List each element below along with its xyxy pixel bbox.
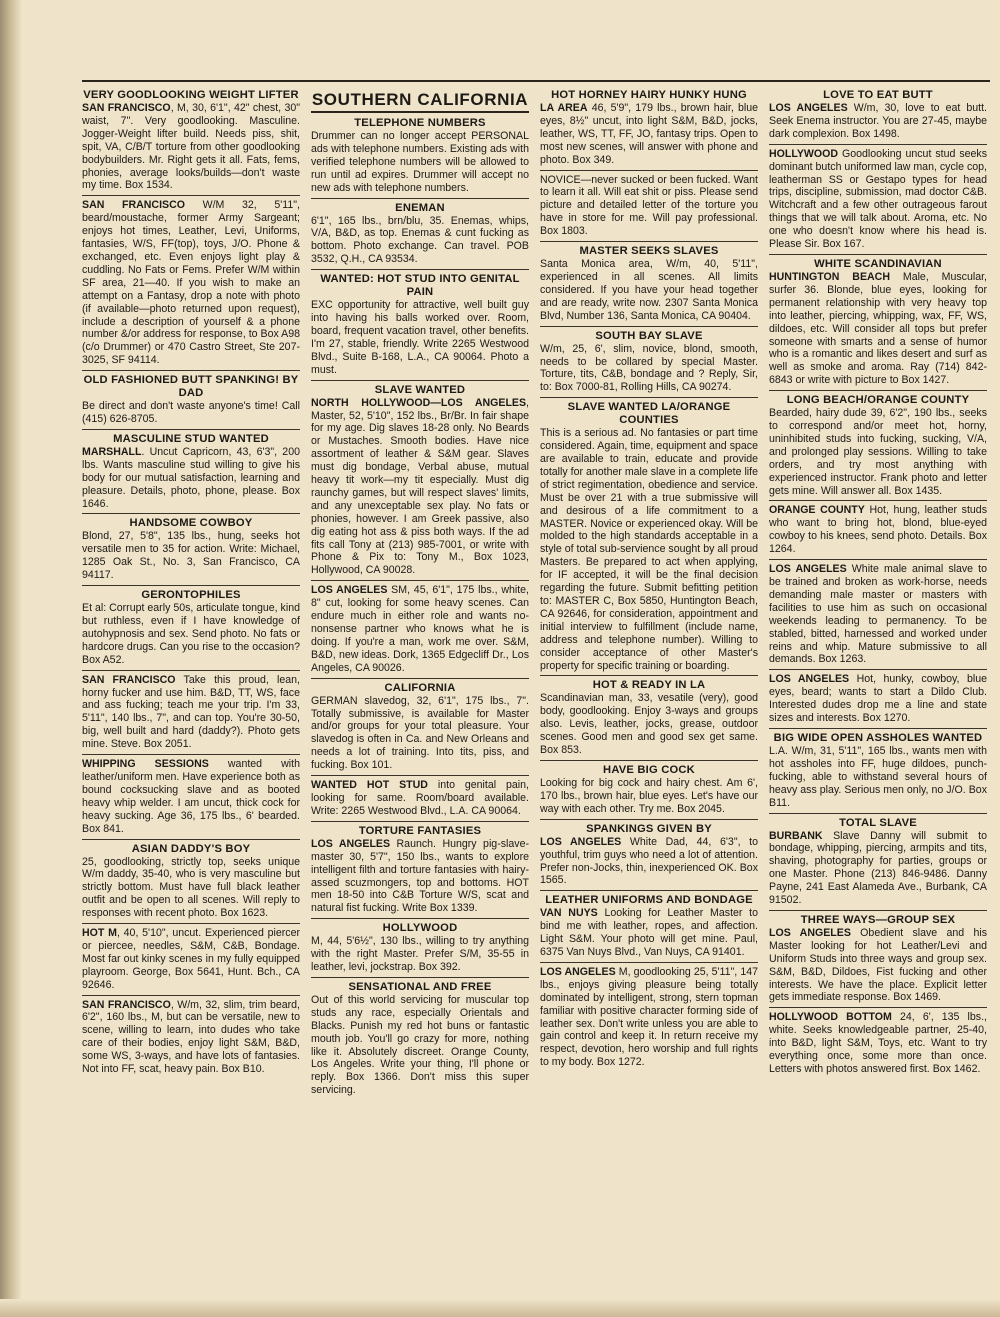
- ad-text: , M, 30, 6'1", 42" chest, 30" waist, 7". Very goodlooking. Masculine. Jogger-Weight lifter build. Needs piss, shit, spit, VA, C/B/T torture from other goodlooking bodybuilders. Mr. Right gets it all. Fats, fems, phonies, average looks/builds—don't waste my time. Box 1534.: [82, 102, 300, 192]
- ad-heading: WHITE SCANDINAVIAN: [814, 257, 942, 270]
- ad-text: GERMAN slavedog, 32, 6'1", 175 lbs., 7". Totally submissive, is available for Master and/or groups for your total pleasure. Your slavedog is often in Ca. and New Orleans and needs a lot of training. Into tits, piss, and fucking. Box 101.: [311, 694, 529, 772]
- ad-text: Take this proud, lean, horny fucker and use him. B&D, TT, WS, face and ass fucking; teach me your trip. I'm 33, 5'11", 140 lbs., 7", and can top. You're 30-50, big, well built and hard (daddy?). Photo gets mine. Steve. Box 2051.: [82, 673, 300, 751]
- ad-body: [769, 927, 987, 1004]
- classified-ad: [82, 842, 300, 925]
- ad-lead-location: ORANGE COUNTY: [769, 504, 865, 517]
- ad-body: [311, 838, 529, 915]
- ad-lead-location: NORTH HOLLYWOOD—LOS ANGELES: [311, 396, 527, 409]
- classified-ad: [82, 998, 300, 1079]
- ad-text: wanted with leather/uniform men. Have experience both as bound cocksucking slave and as booted heavy whip welder. I am uncut, thick cock for heavy sucking. Age 36, 175 lbs., 6' bearded. Box 841.: [82, 758, 300, 835]
- ad-body: [769, 407, 987, 497]
- classified-ad: [311, 681, 529, 776]
- classified-ad: [82, 516, 300, 586]
- ad-text: Slave Danny will submit to bondage, whipping, piercing, armpits and tits, shaving, photography for parties, groups or one Master. Phone (213) 846-9486. Danny Payne, 241 East Alameda Ave., Burbank, CA 91502.: [769, 829, 987, 907]
- ad-lead-location: WHIPPING SESSIONS: [82, 758, 209, 771]
- classified-ad: [311, 921, 529, 978]
- ad-text: Goodlooking uncut stud seeks dominant butch uniformed law man, cycle cop, leatherman SS or Gestapo types for head trips, discipline, submission, mad doctor C&B. Witchcraft and a few other outrageous farout things that we will talk about. Aroma, etc. No one who doesn't know where his head is. Please Sir. Box 167.: [769, 147, 987, 251]
- section-rule: [311, 111, 529, 113]
- ad-text: Obedient slave and his Master looking for hot Leather/Levi and Uniform Studs into three ways and group sex. S&M, B&D, Dildoes, Fist fucking and other interests. We have the place. Explicit letter gets immediate response. Box 1469.: [769, 926, 987, 1004]
- ad-heading: TELEPHONE NUMBERS: [354, 117, 486, 129]
- ad-lead-location: MARSHALL: [82, 445, 142, 458]
- classified-ad: [769, 1010, 987, 1079]
- ad-body: [540, 836, 758, 888]
- classified-ad: [769, 731, 987, 814]
- ad-text: W/M 32, 5'11", beard/moustache, former Army Sargeant; enjoys hot times, Leather, Levi, Uniforms, fantasies, W/S, FF(top), toys, J/O. Phone & exchanged, etc. Even enjoys light play & cuddling. No Fats or Fems. Prefer W/M within SF area, 21—40. If you wish to make an attempt on a Fantasy, drop a note with photo (if available—photo returned upon request), include a description of yourself & a phone number &/or address for response, to Box A98 (c/o Drummer) or 470 Castro Street, Ste 207-3025, SF 94114.: [82, 199, 300, 367]
- ad-body: [311, 584, 529, 674]
- ad-body: [82, 856, 300, 921]
- ad-body: [769, 271, 987, 387]
- ad-body: [540, 343, 758, 395]
- ad-text: NOVICE—never sucked or been fucked. Want to learn it all. Will eat shit or piss. Please send picture and detailed letter of the torture you have in store for me. Will pay professional. Box 1803.: [540, 173, 758, 238]
- ad-text: Hot, hung, leather studs who want to bring hot, blond, blue-eyed cowboy to his knees, send photo. Details. Box 1264.: [769, 504, 987, 556]
- classified-ad: [82, 198, 300, 371]
- column-2: [311, 88, 529, 1284]
- ad-text: Out of this world servicing for muscular top studs any race, especially Orientals and Blacks. Punish my red hot buns or fantastic mouth job. You'll go crazy for more, nothing like it. Absolutely discreet. Orange County, Los Angeles. Write your thing, I'll phone or reply. Box 1366. Don't miss this super servicing.: [311, 993, 529, 1097]
- ad-heading: HOLLYWOOD: [382, 922, 458, 935]
- ad-lead-location: VAN NUYS: [540, 907, 598, 920]
- ad-text: Santa Monica area, W/m, 40, 5'11", experienced in all scenes. All limits considered. If you have your head together and are ready, write now. 2307 Santa Monica Blvd, Number 136, Santa Monica, CA 90404.: [540, 258, 758, 322]
- ad-heading: SLAVE WANTED LA/ORANGE COUNTIES: [567, 401, 731, 427]
- ad-lead-location: SAN FRANCISCO: [82, 199, 185, 212]
- ad-text: EXC opportunity for attractive, well built guy into having his balls worked over. Room, board, frequent vacation travel, other benefits. I'm 27, stable, friendly. Write 2265 Westwood Blvd., Suite B-168, L.A., CA 90064. Photo a must.: [311, 299, 529, 376]
- ad-text: W/m, 25, 6', slim, novice, blond, smooth, needs to be collared by special Master. Torture, tits, C&B, bondage and ? Reply, Sir, to: Box 7000-81, Rolling Hills, CA 90274.: [540, 342, 758, 394]
- ad-heading: SPANKINGS GIVEN BY: [586, 822, 712, 835]
- classified-ad: [769, 562, 987, 670]
- ad-text: This is a serious ad. No fantasies or part time considered. Again, time, equipment and space are available to train, educate and provide totally for another male slave in a complete life of strict regimentation, obedience and service. Must be over 21 with a true submissive will and desirous of a life commitment to a MASTER. Novice or experienced okay. Will be molded to the high standards acceptable in a style of total sub-servience sought by all proud Masters. Be prepared to act when applying, for IF accepted, it will be the final decision regarding the future. Submit befitting petition to: MASTER C, Box 5850, Huntington Beach, CA 92646, for consideration, appointment and initial interview to fulfillment (include name, address and telephone number). Willing to consider acceptance of other Master's property for specific training or boarding.: [540, 427, 758, 672]
- ad-heading: WANTED: HOT STUD INTO GENITAL PAIN: [320, 273, 520, 299]
- ad-text: Looking for big cock and hairy chest. Am 6', 170 lbs., brown hair, blue eyes. Let's have our way with each other. Try me. Box 2045.: [540, 776, 758, 815]
- page-bottom-edge: [0, 1299, 1000, 1317]
- ad-text: , W/m, 32, slim, trim beard, 6'2", 160 lbs., M, but can be versatile, new to scene, willing to learn, into dudes who take care of their bodies, enjoy light S&M, B&D, some WS, 3-ways, and have lots of fantasies. Not into FF, scat, heavy pain. Box B10.: [82, 998, 300, 1076]
- ad-text: Male, Muscular, surfer 36. Blonde, blue eyes, looking for permanent relationship with very heavy top into leather, piercing, whipping, wax, FF, WS, dildoes, etc. Will consider all tops but prefer someone with smarts and a sense of humor who is a romantic and likes desert and surf as well as smoke and aroma. Ray (714) 842-6843 or write with picture to Box 1427.: [769, 270, 987, 387]
- ad-heading: VERY GOODLOOKING WEIGHT LIFTER: [83, 89, 299, 101]
- page-binding-shadow: [0, 0, 22, 1317]
- ad-text: SM, 45, 6'1", 175 lbs., white, 8" cut, looking for some heavy scenes. Can endure much in either role and wants no-nonsense partner who knows what he is doing. If you're a man, work me over. S&M, B&D, new ideas. Dork, 1365 Edgecliff Dr., Los Angeles, CA 90026.: [311, 584, 529, 674]
- column-3: [540, 88, 758, 1284]
- ad-text: , 40, 5'10", uncut. Experienced piercer or piercee, needles, S&M, C&B, Bondage. Most far out kinky scenes in my fully equipped playroom. George, Box 5641, Hunt. Bch., CA 92646.: [82, 927, 300, 991]
- section-title: SOUTHERN CALIFORNIA: [311, 90, 529, 109]
- ad-body: [540, 427, 758, 672]
- classified-ad: [311, 272, 529, 380]
- ad-text: 25, goodlooking, strictly top, seeks unique W/m daddy, 35-40, who is very masculine but strictly bottom. Must have full black leather outfit and be open to all scenes. Will reply to responses with recent photo. Box 1623.: [82, 855, 300, 920]
- column-4: [769, 88, 987, 1284]
- ad-body: [769, 102, 987, 141]
- classified-ad: [82, 373, 300, 430]
- ad-text: Scandinavian man, 33, vesatile (very), good body, goodlooking. Enjoy 3-ways and groups also. Levis, leather, jocks, grease, outdoor scenes. Good men and good sex get same. Box 853.: [540, 692, 758, 757]
- ad-heading: SENSATIONAL AND FREE: [348, 980, 492, 993]
- ad-lead-location: LOS ANGELES: [540, 835, 622, 848]
- ad-body: [540, 777, 758, 816]
- ad-body: [311, 215, 529, 267]
- ad-lead-location: LOS ANGELES: [769, 102, 848, 114]
- ad-heading: TORTURE FANTASIES: [358, 824, 482, 837]
- classified-ad: [82, 926, 300, 996]
- ad-text: W/m, 30, love to eat butt. Seek Enema instructor. You are 27-45, maybe dark complexion. Box 1498.: [769, 102, 987, 140]
- classified-columns: [82, 88, 990, 1284]
- classified-ad: [311, 201, 529, 271]
- classified-ad: [82, 432, 300, 515]
- ad-body: [540, 907, 758, 959]
- ad-body: [769, 563, 987, 666]
- ad-lead-location: LA AREA: [540, 102, 588, 114]
- classified-ad: [769, 503, 987, 560]
- ad-lead-location: SAN FRANCISCO: [82, 673, 176, 686]
- classified-ad: [540, 763, 758, 820]
- ad-heading: SLAVE WANTED: [374, 383, 466, 396]
- ad-body: [82, 602, 300, 667]
- ad-text: 46, 5'9", 179 lbs., brown hair, blue eyes, 8½" uncut, into light S&M, B&D, jocks, leather, WS, TT, FF, JO, fantasy trips. Open to most new scenes, will answer with phone and photo. Box 349.: [540, 102, 758, 166]
- ad-lead-location: LOS ANGELES: [769, 926, 851, 939]
- ad-body: [82, 199, 300, 367]
- classified-ad: [769, 672, 987, 729]
- ad-body: [540, 692, 758, 757]
- ad-text: Be direct and don't waste anyone's time! Call (415) 626-8705.: [82, 400, 300, 426]
- classified-ad: [769, 816, 987, 911]
- classified-ad: [769, 257, 987, 391]
- ad-body: [540, 966, 758, 1069]
- ad-lead-location: BURBANK: [769, 829, 823, 842]
- ad-lead-location: LOS ANGELES: [311, 837, 391, 850]
- ad-body: [82, 927, 300, 992]
- ad-heading: CALIFORNIA: [384, 681, 456, 694]
- ad-body: [769, 673, 987, 725]
- classified-ad: [311, 824, 529, 919]
- ad-text: White male animal slave to be trained and broken as work-horse, needs demanding male master or masters with facilities to use him as such on occasional weekends leading to permanency. To be stabled, bitted, harnessed and worked under reins and whip. Mature submissive to all demands. Box 1263.: [769, 563, 987, 666]
- classified-ad: [540, 400, 758, 676]
- ad-lead-location: LOS ANGELES: [540, 965, 616, 978]
- ad-text: Drummer can no longer accept PERSONAL ads with telephone numbers. Existing ads with verified telephone numbers will be allowed to run until ad expires. Drummer will accept no new ads with telephone numbers.: [311, 130, 529, 194]
- classified-ad: [311, 980, 529, 1100]
- ad-heading: SOUTH BAY SLAVE: [595, 329, 703, 342]
- ad-body: [311, 994, 529, 1097]
- ad-heading: GERONTOPHILES: [141, 589, 241, 602]
- classified-ad: [311, 383, 529, 582]
- classified-ad: [540, 329, 758, 399]
- ad-text: M, goodlooking 25, 5'11", 147 lbs., enjoys giving pleasure being totally dominated by intelligent, strong, stern topman familiar with positive character forming side of leather sex. Don't write unless you are able to gain control and keep it. In return receive my respect, devotion, hero worship and full rights to my body. Box 1272.: [540, 965, 758, 1069]
- ad-heading: HANDSOME COWBOY: [129, 517, 253, 530]
- ad-text: into genital pain, looking for same. Room/board available. Write: 2265 Westwood Blvd., L.A. CA 90064.: [311, 779, 529, 817]
- ad-text: Et al: Corrupt early 50s, articulate tongue, kind but ruthless, even if I have knowledge of autohypnosis and sex. Send photo. No fats or hardcore drugs. Can you rise to the occasion? Box A52.: [82, 602, 300, 666]
- ad-heading: MASCULINE STUD WANTED: [113, 432, 269, 445]
- classified-ad: [769, 147, 987, 255]
- ad-heading: LEATHER UNIFORMS AND BONDAGE: [545, 894, 753, 907]
- ad-text: Raunch. Hungry pig-slave-master 30, 5'7", 150 lbs., wants to explore intelligent filth and torture fantasies with hairy-assed scuzmongers, top and bottoms. HOT men 18-50 into C&B Torture W/S, scat and natural fist fucking. Write Box 1339.: [311, 837, 529, 915]
- ad-body: [311, 695, 529, 772]
- column-1: [82, 88, 300, 1284]
- ad-body: [769, 1011, 987, 1076]
- ad-heading: LONG BEACH/ORANGE COUNTY: [786, 394, 970, 407]
- ad-body: [540, 102, 758, 167]
- ad-body: [82, 758, 300, 835]
- ad-text: L.A. W/m, 31, 5'11", 165 lbs., wants men with hot assholes into FF, huge dildoes, punch-fucking, able to withstand several hours of heavy ass play. Serious men only, no J/O. Box B11.: [769, 744, 987, 809]
- ad-heading: OLD FASHIONED BUTT SPANKING! BY DAD: [83, 374, 299, 400]
- ad-heading: THREE WAYS—GROUP SEX: [800, 913, 956, 926]
- ad-body: [311, 779, 529, 818]
- ad-text: , Master, 52, 5'10", 152 lbs., Br/Br. In fair shape for my age. Dig slaves 18-28 only. No Beards or Mustaches. Smooth bodies. Have nice assortment of leather & S&M gear. Slaves must dig bondage, Verbal abuse, mutual heavy tit work—my tit especially. Must dig raunchy games, but will respect slaves' limits, and any unexceptable sex play. No fats or phonies, however. I am Greek passive, also dig eating hot ass & piss both ways. If the ad fits call Tony at (213) 985-7001, or write with Phone & Pix to: Tony M., Box 1023, Hollywood, CA 90028.: [311, 396, 529, 577]
- ad-text: M, 44, 5'6½", 130 lbs., willing to try anything with the right Master. Prefer S/M, 35-55 in leather, levi, jockstrap. Box 392.: [311, 935, 529, 974]
- ad-body: [82, 530, 300, 582]
- classified-ad: [311, 116, 529, 199]
- ad-body: [540, 258, 758, 323]
- ad-body: [82, 674, 300, 751]
- ad-body: [769, 148, 987, 251]
- classified-ad: [82, 88, 300, 196]
- ad-body: [540, 174, 758, 239]
- ad-text: Hot, hunky, cowboy, blue eyes, beard; wants to start a Dildo Club. Interested dudes drop me a line and state sizes and interests. Box 1270.: [769, 673, 987, 725]
- classified-ad: [769, 913, 987, 1008]
- ad-text: 6'1", 165 lbs., brn/blu, 35. Enemas, whips, V/A, B&D, as top. Enemas & cunt fucking as bottom. Photo exchange. Can travel. POB 3532, Q.H., CA 93534.: [311, 214, 529, 266]
- ad-body: [311, 130, 529, 195]
- ad-lead-location: HOLLYWOOD BOTTOM: [769, 1011, 892, 1024]
- classified-ad: [540, 173, 758, 243]
- ad-heading: MASTER SEEKS SLAVES: [579, 245, 719, 258]
- ad-body: [82, 446, 300, 511]
- ad-lead-location: HOLLYWOOD: [769, 147, 839, 160]
- classified-ad: [769, 393, 987, 501]
- ad-body: [311, 397, 529, 578]
- classified-ad: [769, 88, 987, 145]
- ad-body: [82, 400, 300, 426]
- classified-ad: [311, 583, 529, 678]
- ad-lead-location: LOS ANGELES: [311, 584, 388, 597]
- ad-lead-location: WANTED HOT STUD: [311, 779, 428, 792]
- ad-body: [311, 299, 529, 376]
- ad-lead-location: HOT M: [82, 927, 117, 940]
- classified-ad: [540, 678, 758, 761]
- classified-ad: [311, 778, 529, 822]
- classified-ad: [540, 88, 758, 171]
- ad-body: [82, 102, 300, 192]
- ad-body: [769, 830, 987, 907]
- ad-body: [311, 935, 529, 974]
- ad-heading: ENEMAN: [395, 201, 445, 214]
- ad-heading: HOT & READY IN LA: [592, 679, 706, 692]
- ad-lead-location: SAN FRANCISCO: [82, 998, 171, 1011]
- ad-heading: BIG WIDE OPEN ASSHOLES WANTED: [773, 731, 983, 744]
- ad-lead-location: LOS ANGELES: [769, 673, 850, 686]
- ad-heading: HAVE BIG COCK: [603, 763, 695, 776]
- classified-ad: [82, 757, 300, 839]
- ad-text: Looking for Leather Master to bind me with leather, ropes, and affection. Light S&M. Your photo will get mine. Paul, 6375 Van Nuys Blvd., Van Nuys, CA 91401.: [540, 907, 758, 959]
- classified-ad: [540, 244, 758, 327]
- ad-text: 24, 6', 135 lbs., white. Seeks knowledgeable partner, 25-40, into B&D, light S&M, Toys, etc. Want to try everything once, some more than once. Letters with photos answered first. Box 1462.: [769, 1011, 987, 1075]
- ad-body: [769, 504, 987, 556]
- ad-body: [82, 999, 300, 1076]
- ad-lead-location: SAN FRANCISCO: [82, 102, 171, 114]
- classified-ad: [540, 893, 758, 963]
- ad-lead-location: HUNTINGTON BEACH: [769, 270, 890, 283]
- classified-ad: [540, 822, 758, 892]
- ad-heading: HOT HORNEY HAIRY HUNKY HUNG: [551, 89, 747, 101]
- ad-heading: TOTAL SLAVE: [839, 816, 917, 829]
- ad-text: White Dad, 44, 6'3", to youthful, trim guys who need a lot of attention. Prefer non-Jocks, thin, inexperienced OK. Box 1565.: [540, 835, 758, 887]
- ad-lead-location: LOS ANGELES: [769, 563, 847, 576]
- classified-ad: [82, 673, 300, 755]
- classified-ad: [82, 588, 300, 671]
- ad-text: Bearded, hairy dude 39, 6'2", 190 lbs., seeks to correspond and/or meet hot, horny, uninhibited studs into fucking, sucking, V/A, and prolonged play sessions. Willing to take orders, and try most anything with experienced instructor. Frank photo and letter gets mine. Will answer all. Box 1435.: [769, 407, 987, 497]
- classified-ad: [540, 965, 758, 1072]
- header-rule: [82, 80, 990, 82]
- ad-heading: LOVE TO EAT BUTT: [823, 89, 933, 101]
- ad-heading: ASIAN DADDY'S BOY: [131, 842, 251, 855]
- ad-text: Blond, 27, 5'8", 135 lbs., hung, seeks hot versatile men to 35 for action. Write: Michael, 1285 Oak St., No. 3, San Francisco, CA 94117.: [82, 530, 300, 582]
- ad-body: [769, 745, 987, 810]
- ad-text: . Uncut Capricorn, 43, 6'3", 200 lbs. Wants masculine stud willing to give his body for our mutual satisfaction, learning and pleasure. Details, photo, phone, please. Box 1646.: [82, 445, 300, 510]
